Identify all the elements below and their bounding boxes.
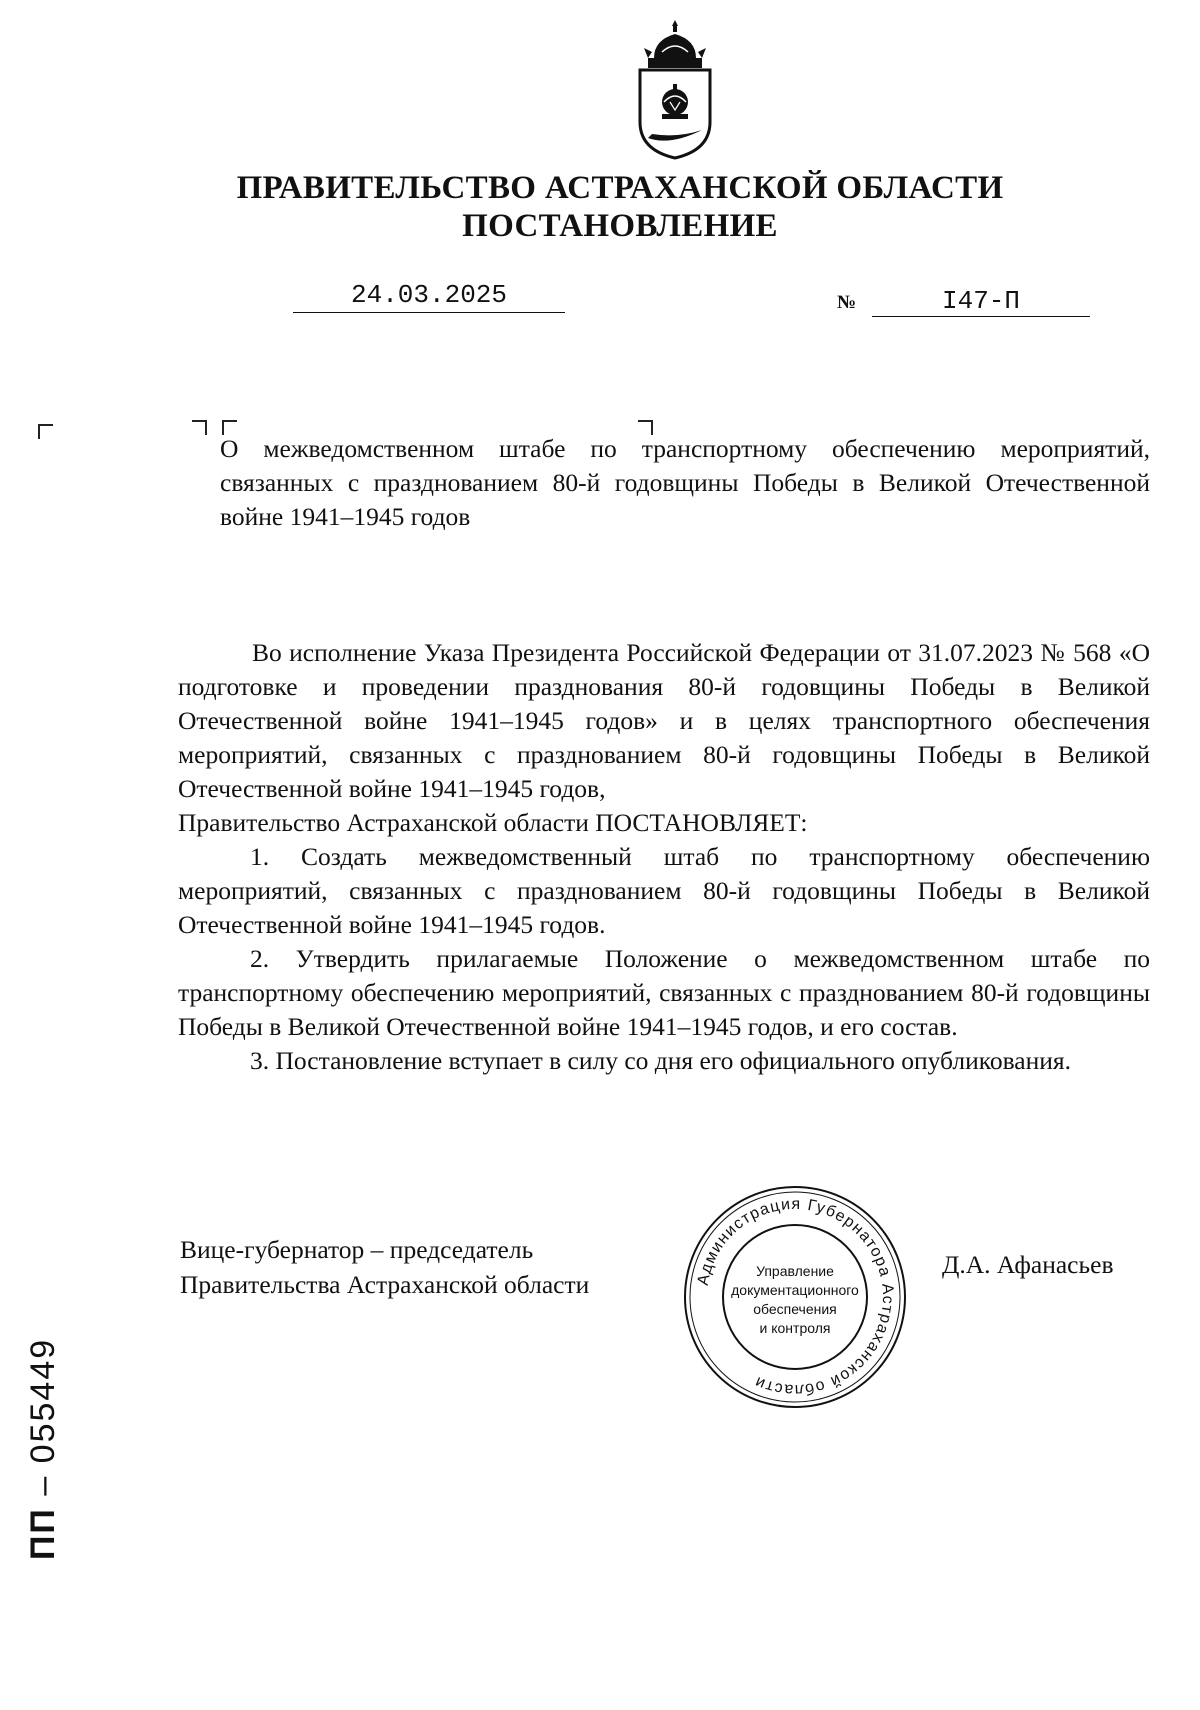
document-subject: О межведомственном штабе по транспортному обеспечению мероприятий, связанных с празднованием 80-й годовщины Победы в Великой Отечественной войне 1941–1945 годов (220, 434, 1150, 531)
stamp-outer-text: Администрация Губернатора Астраханской области (694, 1195, 897, 1399)
document-type-title: ПОСТАНОВЛЕНИЕ (462, 208, 778, 244)
stamp-inner-line-4: и контроля (759, 1320, 831, 1336)
signatory-name: Д.А. Афанасьев (942, 1250, 1114, 1279)
document-number: I47-П (941, 286, 1020, 316)
serial-series: ПП (24, 1507, 62, 1560)
resolution-line: Правительство Астраханской области ПОСТАНОВЛЯЕТ: (178, 808, 808, 837)
stamp-inner-line-1: Управление (756, 1263, 834, 1279)
signatory-position-line-1: Вице-губернатор – председатель (180, 1235, 534, 1264)
form-serial-number (24, 1337, 74, 1560)
number-underline (872, 316, 1090, 317)
stamp-inner-line-3: обеспечения (753, 1301, 837, 1317)
organization-title: ПРАВИТЕЛЬСТВО АСТРАХАНСКОЙ ОБЛАСТИ (236, 170, 1004, 206)
item-paragraph-3: 3. Постановление вступает в силу со дня его официального опубликования. (250, 1046, 1071, 1075)
stamp-inner-line-2: документационного (731, 1282, 859, 1298)
item-paragraph-1: 1. Создать межведомственный штаб по транспортному обеспечению мероприятий, связанных с празднованием 80-й годовщины Победы в Великой Отечественной войне 1941–1945 годов. (178, 842, 1150, 939)
document-body (178, 636, 1150, 1078)
serial-dash: – (24, 1463, 62, 1508)
signatory-position (180, 1232, 589, 1302)
official-stamp (682, 1184, 908, 1410)
subject-corner-mark-left (192, 420, 207, 435)
preamble-paragraph: Во исполнение Указа Президента Российской Федерации от 31.07.2023 № 568 «О подготовке и проведении празднования 80-й годовщины Победы в Великой Отечественной войне 1941–1945 годов» и в целях транспортного обеспечения мероприятий, связанных с празднованием 80-й годовщины Победы в Великой Отечественной войне 1941–1945 годов, (178, 638, 1150, 803)
document-date: 24.03.2025 (350, 280, 508, 310)
date-underline (293, 312, 565, 313)
coat-of-arms-emblem (634, 18, 716, 160)
signatory-position-line-2: Правительства Астраханской области (180, 1270, 590, 1299)
number-label: № (837, 292, 857, 313)
serial-digits: 055449 (24, 1337, 62, 1464)
margin-corner-mark (38, 424, 53, 439)
item-paragraph-2: 2. Утвердить прилагаемые Положение о межведомственном штабе по транспортному обеспечению мероприятий, связанных с празднованием 80-й годовщины Победы в Великой Отечественной войне 1941–1945 годов, и его состав. (178, 944, 1150, 1041)
